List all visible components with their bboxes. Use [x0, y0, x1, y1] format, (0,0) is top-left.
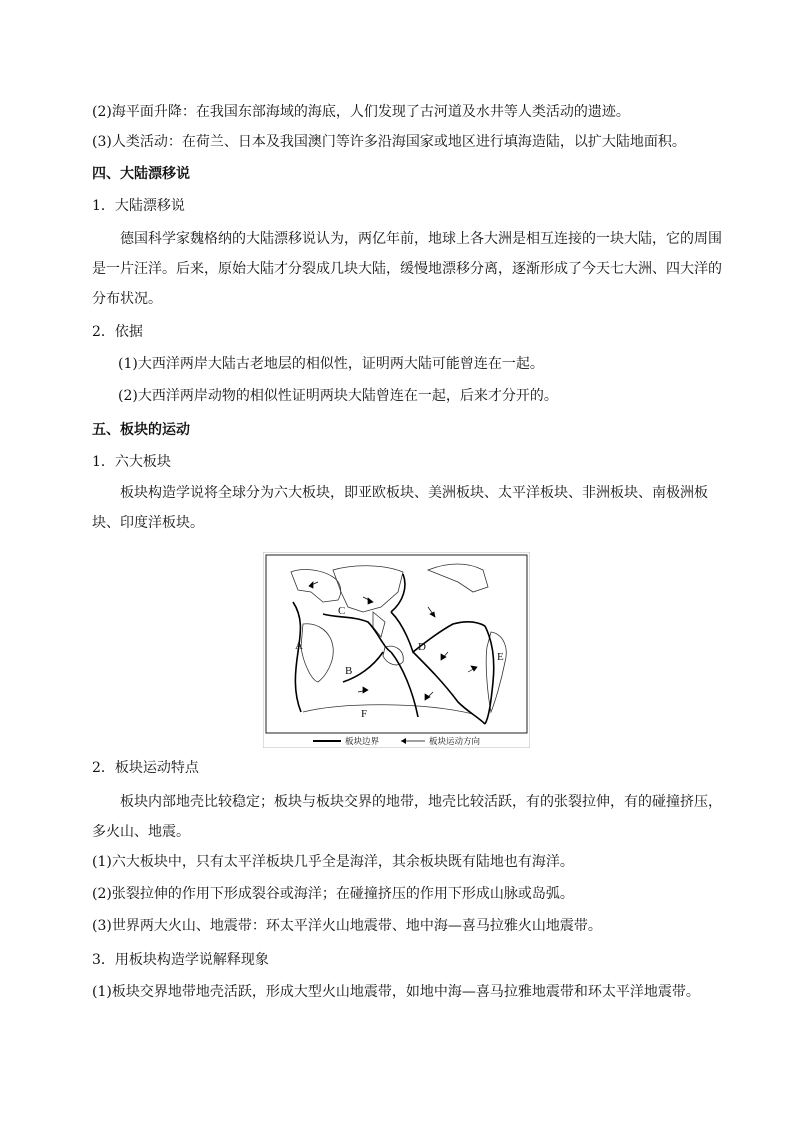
plate-label-f: F [361, 708, 368, 720]
plate-label-a: A [295, 640, 303, 652]
legend-boundary: 板块边界 [345, 736, 380, 746]
legend-motion: 板块运动方向 [429, 736, 481, 746]
plate-label-b: B [345, 665, 353, 677]
plate-map [263, 552, 530, 748]
subheading: 2．板块运动特点 [92, 760, 199, 776]
section-heading: 五、板块的运动 [92, 422, 190, 438]
plate-label-c: C [338, 605, 346, 617]
plate-map-figure [263, 552, 530, 748]
text-line: (2)张裂拉伸的作用下形成裂谷或海洋；在碰撞挤压的作用下形成山脉或岛弧。 [92, 886, 574, 902]
subheading: 3．用板块构造学说解释现象 [92, 952, 269, 968]
subheading: 1．大陆漂移说 [92, 198, 185, 214]
text-line: (1)六大板块中，只有太平洋板块几乎全是海洋，其余板块既有陆地也有海洋。 [92, 854, 574, 870]
paragraph: 德国科学家魏格纳的大陆漂移说认为，两亿年前，地球上各大洲是相互连接的一块大陆，它的周围是一片汪洋。后来，原始大陆才分裂成几块大陆，缓慢地漂移分离，逐渐形成了今天七大洲、四大洋的分布状况。 [92, 231, 722, 307]
subheading: 1．六大板块 [92, 454, 171, 470]
text-line: (3)世界两大火山、地震带：环太平洋火山地震带、地中海—喜马拉雅火山地震带。 [92, 918, 602, 934]
text-line: (2)海平面升降：在我国东部海域的海底，人们发现了古河道及水井等人类活动的遗迹。 [92, 104, 630, 120]
text-line: (1)板块交界地带地壳活跃，形成大型火山地震带，如地中海—喜马拉雅地震带和环太平洋地震带。 [92, 984, 700, 1000]
paragraph: 板块构造学说将全球分为六大板块，即亚欧板块、美洲板块、太平洋板块、非洲板块、南极洲板块、印度洋板块。 [92, 485, 708, 531]
text-line: (1)大西洋两岸大陆古老地层的相似性，证明两大陆可能曾连在一起。 [118, 356, 544, 372]
subheading: 2．依据 [92, 324, 143, 340]
section-heading: 四、大陆漂移说 [92, 166, 190, 182]
paragraph: 板块内部地壳比较稳定；板块与板块交界的地带，地壳比较活跃，有的张裂拉伸，有的碰撞挤压，多火山、地震。 [92, 794, 722, 840]
plate-label-e: E [497, 651, 504, 663]
text-line: (3)人类活动：在荷兰、日本及我国澳门等许多沿海国家或地区进行填海造陆，以扩大陆地面积。 [92, 134, 686, 150]
plate-label-d: D [418, 641, 426, 653]
text-line: (2)大西洋两岸动物的相似性证明两块大陆曾连在一起，后来才分开的。 [118, 388, 558, 404]
